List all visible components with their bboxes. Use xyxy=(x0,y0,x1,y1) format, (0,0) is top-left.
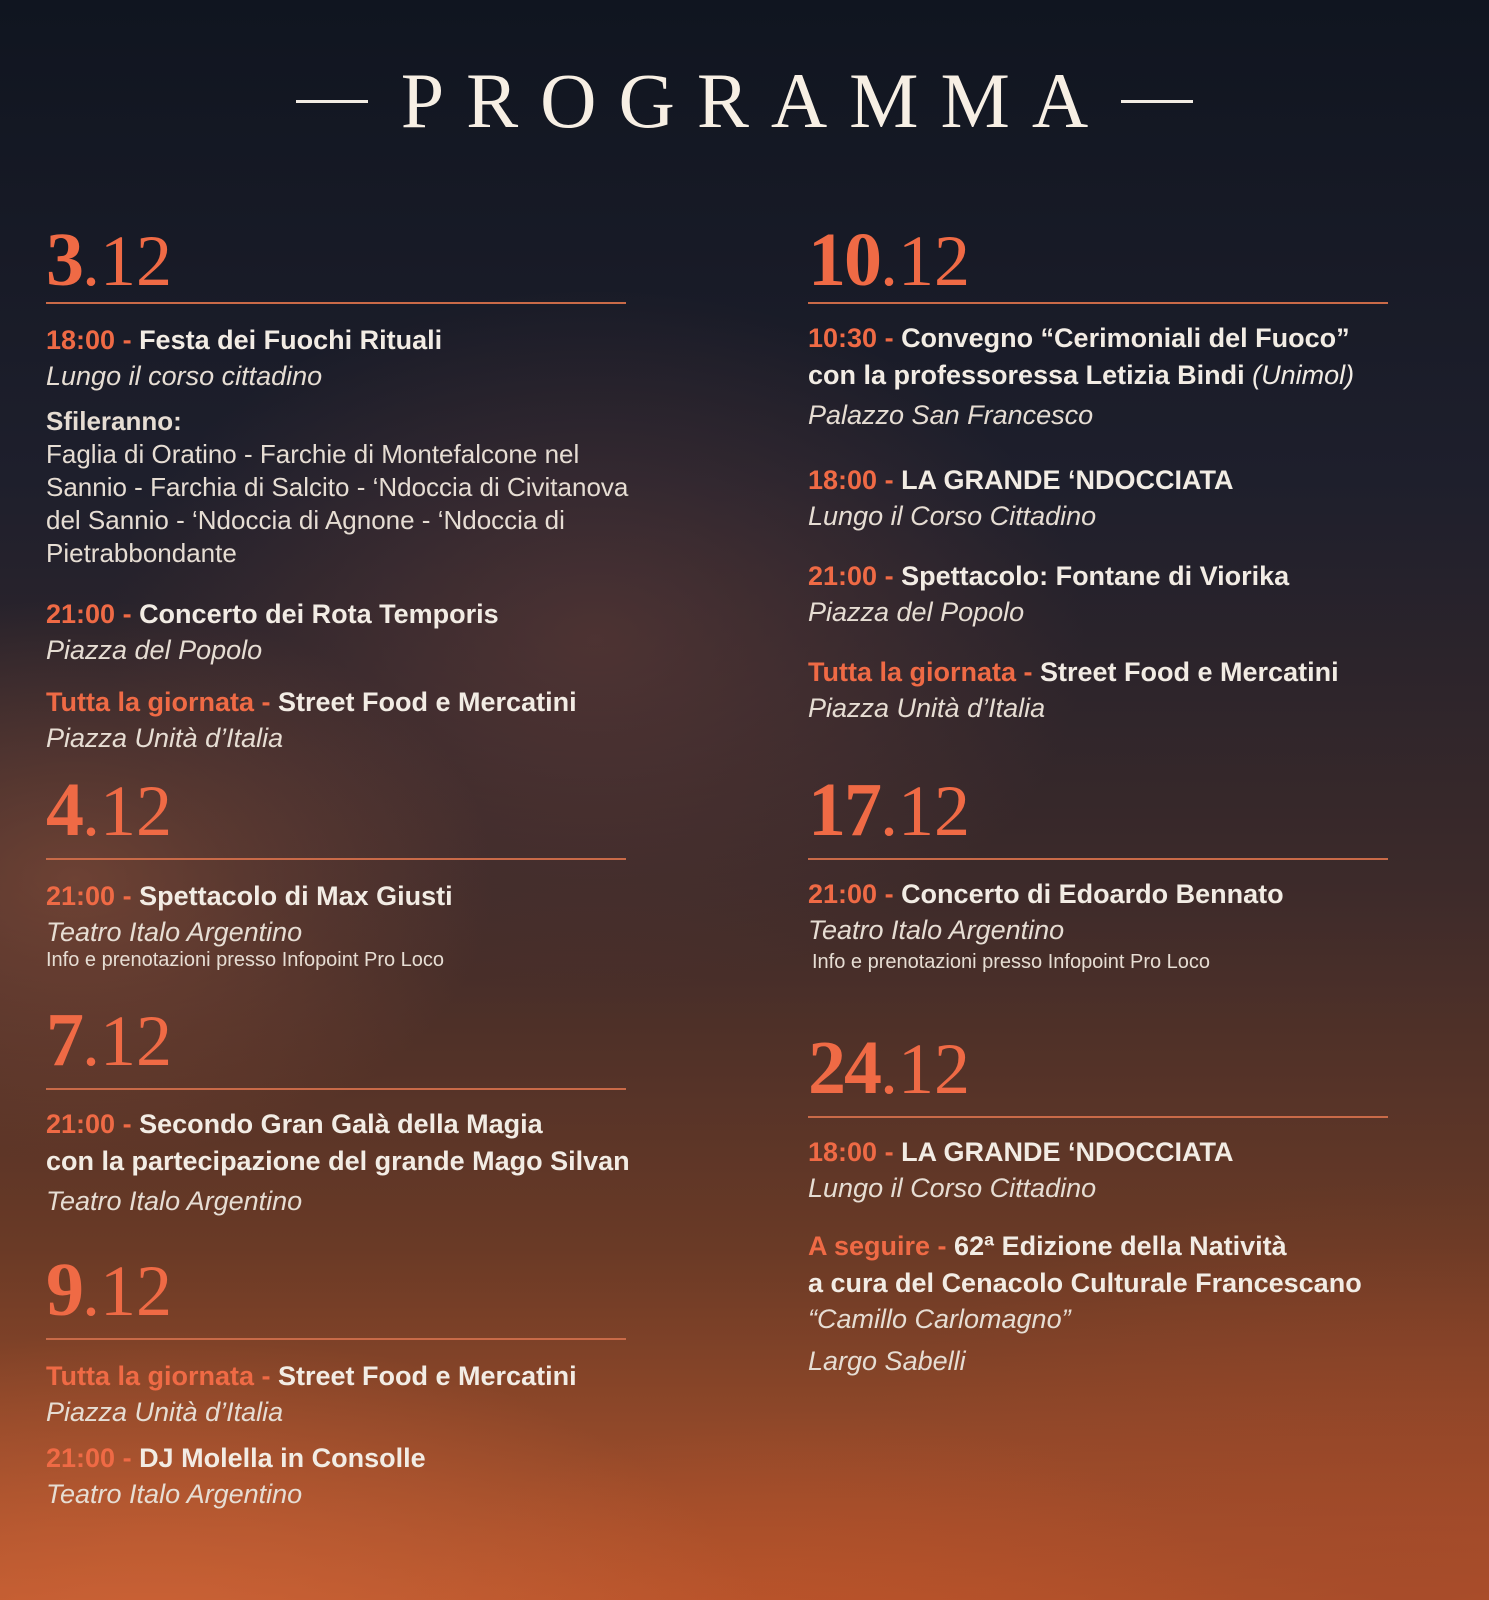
date-rule xyxy=(46,1338,626,1340)
event-name: Street Food e Mercatini xyxy=(278,1361,577,1391)
date-day: 17 xyxy=(808,768,880,852)
event-location: Piazza del Popolo xyxy=(46,635,263,665)
event-name-line2: con la partecipazione del grande Mago Silvan xyxy=(46,1146,630,1176)
parade-label: Sfileranno: xyxy=(46,406,182,436)
event-time: Tutta la giornata xyxy=(46,687,255,717)
event-location: Lungo il corso cittadino xyxy=(46,361,323,391)
event-sep: - xyxy=(877,465,902,495)
event-location: Largo Sabelli xyxy=(808,1346,966,1376)
event-3-concerto xyxy=(46,596,499,667)
event-time: Tutta la giornata xyxy=(808,657,1017,687)
event-7-gran-gala xyxy=(46,1106,630,1218)
event-location: Piazza Unità d’Italia xyxy=(46,723,284,753)
date-10-12 xyxy=(808,218,970,302)
event-location: Teatro Italo Argentino xyxy=(46,1479,303,1509)
event-time: 21:00 xyxy=(808,561,878,591)
event-time: A seguire xyxy=(808,1231,931,1261)
event-subtitle: “Camillo Carlomagno” xyxy=(808,1304,1071,1334)
date-4-12 xyxy=(46,768,172,852)
event-24-ndocciata xyxy=(808,1134,1234,1205)
event-time: 10:30 xyxy=(808,323,878,353)
date-month: .12 xyxy=(880,1029,970,1109)
event-name: Festa dei Fuochi Rituali xyxy=(139,325,443,355)
event-sep: - xyxy=(115,881,140,911)
date-day: 10 xyxy=(808,218,880,302)
page-title: PROGRAMMA xyxy=(400,57,1111,144)
date-month: .12 xyxy=(880,771,970,851)
event-time: 21:00 xyxy=(808,879,878,909)
event-9-dj-molella xyxy=(46,1440,426,1511)
event-time: 21:00 xyxy=(46,599,116,629)
event-name: DJ Molella in Consolle xyxy=(139,1443,426,1473)
date-month: .12 xyxy=(82,1251,172,1331)
event-name: Spettacolo di Max Giusti xyxy=(139,881,453,911)
date-month: .12 xyxy=(880,221,970,301)
date-7-12 xyxy=(46,998,172,1082)
event-sep: - xyxy=(115,1443,140,1473)
date-month: .12 xyxy=(82,221,172,301)
event-sep: - xyxy=(254,1361,279,1391)
event-location: Teatro Italo Argentino xyxy=(46,1186,303,1216)
event-name: Street Food e Mercatini xyxy=(1040,657,1339,687)
event-location: Teatro Italo Argentino xyxy=(808,915,1065,945)
event-sep: - xyxy=(254,687,279,717)
event-time: 18:00 xyxy=(808,465,878,495)
event-4-max-giusti xyxy=(46,878,453,972)
event-location: Piazza del Popolo xyxy=(808,597,1025,627)
event-sep: - xyxy=(877,1137,902,1167)
event-name: LA GRANDE ‘NDOCCIATA xyxy=(901,465,1234,495)
event-3-street-food xyxy=(46,684,577,755)
event-10-street-food xyxy=(808,654,1339,725)
event-time: 18:00 xyxy=(808,1137,878,1167)
header-line-right xyxy=(1121,100,1193,103)
event-note: Info e prenotazioni presso Infopoint Pro Loco xyxy=(46,949,445,971)
event-3-festa xyxy=(46,322,442,393)
parade-line: Sannio - Farchia di Salcito - ‘Ndoccia di Civitanova xyxy=(46,472,629,502)
date-month: .12 xyxy=(82,1001,172,1081)
event-time: 18:00 xyxy=(46,325,116,355)
event-location: Lungo il Corso Cittadino xyxy=(808,501,1097,531)
date-9-12 xyxy=(46,1248,172,1332)
event-sep: - xyxy=(877,879,902,909)
date-day: 7 xyxy=(46,998,82,1082)
event-location: Palazzo San Francesco xyxy=(808,400,1094,430)
event-10-ndocciata xyxy=(808,462,1234,533)
event-9-street-food xyxy=(46,1358,577,1429)
event-time: 21:00 xyxy=(46,1109,116,1139)
date-month: .12 xyxy=(82,771,172,851)
event-name: Convegno “Cerimoniali del Fuoco” xyxy=(901,323,1350,353)
event-24-nativita xyxy=(808,1228,1362,1378)
event-sep: - xyxy=(115,599,140,629)
event-time: 21:00 xyxy=(46,881,116,911)
event-name: Secondo Gran Galà della Magia xyxy=(139,1109,543,1139)
event-sep: - xyxy=(115,325,140,355)
event-10-fontane xyxy=(808,558,1289,629)
event-note: Info e prenotazioni presso Infopoint Pro Loco xyxy=(812,951,1211,973)
date-day: 9 xyxy=(46,1248,82,1332)
date-rule xyxy=(808,302,1388,304)
event-name-line2: a cura del Cenacolo Culturale Francescano xyxy=(808,1268,1362,1298)
event-sep: - xyxy=(877,561,902,591)
event-sep: - xyxy=(115,1109,140,1139)
event-sep: - xyxy=(930,1231,955,1261)
programma-header xyxy=(0,57,1489,144)
date-rule xyxy=(808,1116,1388,1118)
event-location: Piazza Unità d’Italia xyxy=(46,1397,284,1427)
event-sep: - xyxy=(877,323,902,353)
event-name: Concerto dei Rota Temporis xyxy=(139,599,499,629)
date-rule xyxy=(46,858,626,860)
event-10-convegno xyxy=(808,320,1354,432)
event-name: Concerto di Edoardo Bennato xyxy=(901,879,1284,909)
date-day: 4 xyxy=(46,768,82,852)
event-time: 21:00 xyxy=(46,1443,116,1473)
parade-block xyxy=(46,405,666,570)
date-day: 24 xyxy=(808,1026,880,1110)
parade-line: Faglia di Oratino - Farchie di Montefalcone nel xyxy=(46,439,580,469)
event-affiliation: (Unimol) xyxy=(1244,360,1355,390)
event-sep: - xyxy=(1016,657,1041,687)
event-name: Spettacolo: Fontane di Viorika xyxy=(901,561,1290,591)
date-17-12 xyxy=(808,768,970,852)
parade-line: Pietrabbondante xyxy=(46,538,237,568)
header-line-left xyxy=(296,100,368,103)
event-time: Tutta la giornata xyxy=(46,1361,255,1391)
event-location: Piazza Unità d’Italia xyxy=(808,693,1046,723)
parade-line: del Sannio - ‘Ndoccia di Agnone - ‘Ndoccia di xyxy=(46,505,565,535)
date-rule xyxy=(46,302,626,304)
event-name: LA GRANDE ‘NDOCCIATA xyxy=(901,1137,1234,1167)
date-day: 3 xyxy=(46,218,82,302)
event-location: Lungo il Corso Cittadino xyxy=(808,1173,1097,1203)
date-3-12 xyxy=(46,218,172,302)
event-17-bennato xyxy=(808,876,1284,974)
date-24-12 xyxy=(808,1026,970,1110)
event-name: Street Food e Mercatini xyxy=(278,687,577,717)
date-rule xyxy=(808,858,1388,860)
date-rule xyxy=(46,1088,626,1090)
event-name-line2: con la professoressa Letizia Bindi xyxy=(808,360,1245,390)
event-name: 62ª Edizione della Natività xyxy=(954,1231,1287,1261)
event-location: Teatro Italo Argentino xyxy=(46,917,303,947)
